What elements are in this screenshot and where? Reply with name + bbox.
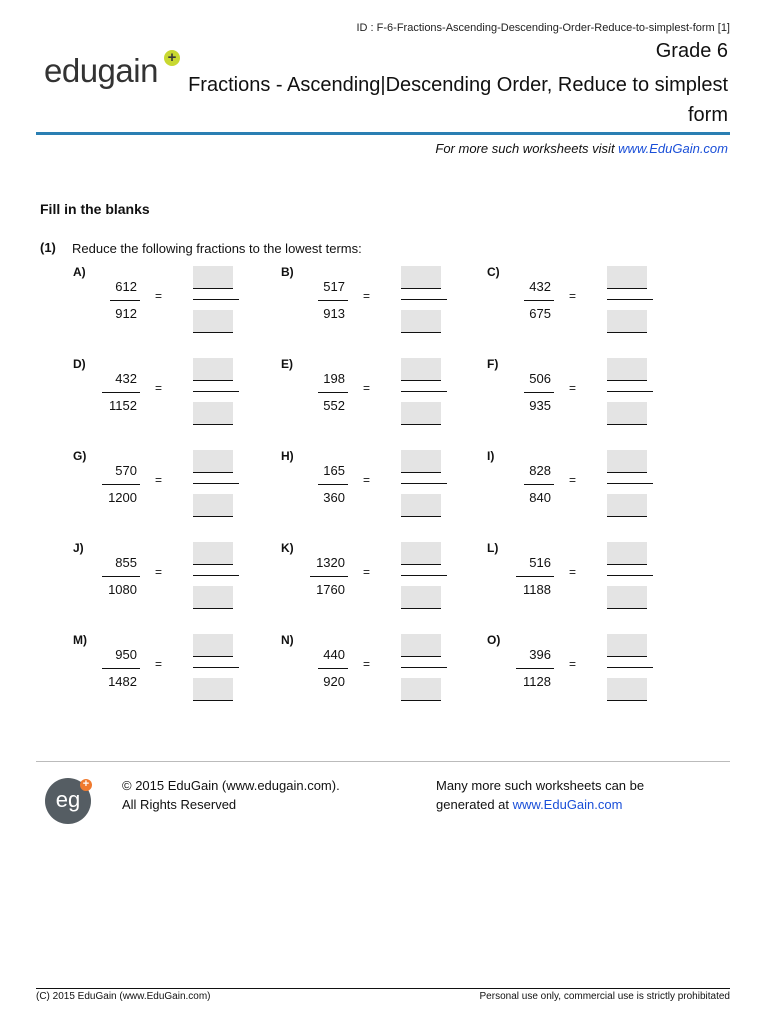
page-footer-right: Personal use only, commercial use is strictly prohibitated [479,991,730,1002]
equals-sign: = [154,289,162,303]
problem-label: N) [281,633,294,647]
page-footer-left: (C) 2015 EduGain (www.EduGain.com) [36,991,211,1002]
denominator: 840 [529,490,551,505]
more-worksheets-note [435,141,728,156]
answer-fraction-bar [193,483,239,484]
denominator: 912 [115,306,137,321]
fraction-bar [102,668,140,669]
answer-denominator-blank[interactable] [401,586,441,609]
footer-edugain-link[interactable]: www.EduGain.com [512,797,623,812]
answer-denominator-blank[interactable] [193,402,233,425]
fraction-bar [318,392,348,393]
denominator: 913 [323,306,345,321]
answer-fraction-bar [401,667,447,668]
answer-numerator-blank[interactable] [401,358,441,381]
answer-denominator-blank[interactable] [401,494,441,517]
grade-label: Grade 6 [655,40,728,62]
problem-label: L) [487,541,499,555]
answer-denominator-blank[interactable] [401,678,441,701]
numerator: 432 [115,371,137,386]
fraction-problem [281,449,481,529]
problem-label: A) [73,265,86,279]
answer-numerator-blank[interactable] [607,358,647,381]
equals-sign: = [568,381,576,395]
numerator: 950 [115,647,137,662]
problem-label: D) [73,357,86,371]
numerator: 396 [529,647,551,662]
problem-label: E) [281,357,293,371]
equals-sign: = [568,289,576,303]
more-worksheets-text: For more such worksheets visit [435,141,619,156]
answer-numerator-blank[interactable] [193,358,233,381]
answer-fraction-bar [193,575,239,576]
problem-label: I) [487,449,495,463]
question-text: Reduce the following fractions to the lowest terms: [72,241,362,256]
answer-denominator-blank[interactable] [193,678,233,701]
fraction-problem [487,633,687,713]
rights-line: All Rights Reserved [122,797,237,812]
page-bottom-rule [36,988,730,989]
answer-numerator-blank[interactable] [193,542,233,565]
footer-divider [36,761,730,762]
answer-numerator-blank[interactable] [193,450,233,473]
copyright-line: © 2015 EduGain (www.edugain.com). [122,778,340,793]
edugain-logo: edugain [44,52,158,89]
fraction-problem [487,265,687,345]
numerator: 432 [529,279,551,294]
fraction-bar [318,300,348,301]
fraction-problem [73,449,273,529]
answer-fraction-bar [193,667,239,668]
badge-plus-icon: + [80,779,92,791]
document-id: ID : F-6-Fractions-Ascending-Descending-Order-Reduce-to-simplest-form [1] [356,22,730,34]
answer-numerator-blank[interactable] [193,266,233,289]
answer-denominator-blank[interactable] [193,310,233,333]
edugain-link[interactable]: www.EduGain.com [618,141,728,156]
denominator: 920 [323,674,345,689]
answer-numerator-blank[interactable] [607,634,647,657]
denominator: 935 [529,398,551,413]
denominator: 552 [323,398,345,413]
denominator: 1128 [523,674,551,689]
fraction-problem [487,357,687,437]
answer-fraction-bar [607,575,653,576]
fraction-problem [281,633,481,713]
answer-fraction-bar [401,299,447,300]
equals-sign: = [362,565,370,579]
copyright-block [122,776,340,814]
section-title: Fill in the blanks [40,201,150,217]
equals-sign: = [362,381,370,395]
fraction-problem [73,633,273,713]
fraction-problem [487,541,687,621]
problem-label: K) [281,541,294,555]
answer-denominator-blank[interactable] [607,310,647,333]
fraction-problem [73,541,273,621]
fraction-bar [102,392,140,393]
numerator: 612 [115,279,137,294]
fraction-bar [102,484,140,485]
problem-label: C) [487,265,500,279]
answer-fraction-bar [607,391,653,392]
problem-label: B) [281,265,294,279]
fraction-bar [524,300,554,301]
numerator: 165 [323,463,345,478]
problem-label: G) [73,449,87,463]
answer-fraction-bar [193,299,239,300]
fraction-problem [281,357,481,437]
answer-fraction-bar [607,299,653,300]
equals-sign: = [154,473,162,487]
numerator: 570 [115,463,137,478]
fraction-bar [524,392,554,393]
answer-denominator-blank[interactable] [607,494,647,517]
question-number: (1) [40,240,56,255]
answer-numerator-blank[interactable] [607,542,647,565]
fraction-bar [318,668,348,669]
fraction-bar [524,484,554,485]
numerator: 855 [115,555,137,570]
fraction-problem [281,265,481,345]
answer-denominator-blank[interactable] [607,586,647,609]
logo-plus-icon: + [164,50,180,66]
fraction-bar [516,668,554,669]
more-worksheets-block [436,776,644,814]
answer-fraction-bar [193,391,239,392]
fraction-problem [73,265,273,345]
answer-denominator-blank[interactable] [607,678,647,701]
answer-fraction-bar [607,667,653,668]
answer-numerator-blank[interactable] [607,266,647,289]
fraction-bar [110,300,140,301]
fraction-problem [73,357,273,437]
more-worksheets-line: Many more such worksheets can be [436,778,645,793]
denominator: 360 [323,490,345,505]
numerator: 516 [529,555,551,570]
equals-sign: = [362,657,370,671]
denominator: 1080 [108,582,137,597]
answer-fraction-bar [401,483,447,484]
answer-numerator-blank[interactable] [607,450,647,473]
equals-sign: = [362,473,370,487]
numerator: 517 [323,279,345,294]
equals-sign: = [154,657,162,671]
problem-label: O) [487,633,501,647]
answer-denominator-blank[interactable] [193,494,233,517]
fraction-bar [310,576,348,577]
denominator: 1760 [316,582,345,597]
answer-numerator-blank[interactable] [401,542,441,565]
answer-fraction-bar [401,391,447,392]
denominator: 1200 [108,490,137,505]
worksheet-title: Fractions - Ascending|Descending Order, Reduce to simplest form [188,74,728,126]
header-divider [36,132,730,135]
answer-numerator-blank[interactable] [401,634,441,657]
equals-sign: = [568,565,576,579]
generated-at-line [436,795,644,814]
equals-sign: = [568,473,576,487]
problem-label: M) [73,633,87,647]
equals-sign: = [362,289,370,303]
equals-sign: = [154,381,162,395]
answer-denominator-blank[interactable] [193,586,233,609]
denominator: 1188 [523,582,551,597]
equals-sign: = [568,657,576,671]
fraction-bar [102,576,140,577]
problem-label: F) [487,357,499,371]
numerator: 828 [529,463,551,478]
answer-numerator-blank[interactable] [193,634,233,657]
fraction-problem [281,541,481,621]
answer-denominator-blank[interactable] [401,310,441,333]
generated-at-text: generated at [436,797,513,812]
answer-denominator-blank[interactable] [401,402,441,425]
problem-label: J) [73,541,84,555]
denominator: 675 [529,306,551,321]
numerator: 198 [323,371,345,386]
answer-numerator-blank[interactable] [401,450,441,473]
answer-fraction-bar [607,483,653,484]
problem-label: H) [281,449,294,463]
numerator: 1320 [316,555,345,570]
answer-fraction-bar [401,575,447,576]
fraction-bar [318,484,348,485]
denominator: 1152 [109,398,137,413]
answer-denominator-blank[interactable] [607,402,647,425]
numerator: 440 [323,647,345,662]
answer-numerator-blank[interactable] [401,266,441,289]
edugain-badge-icon: eg [45,778,91,824]
numerator: 506 [529,371,551,386]
fraction-bar [516,576,554,577]
equals-sign: = [154,565,162,579]
denominator: 1482 [108,674,137,689]
fraction-problem [487,449,687,529]
